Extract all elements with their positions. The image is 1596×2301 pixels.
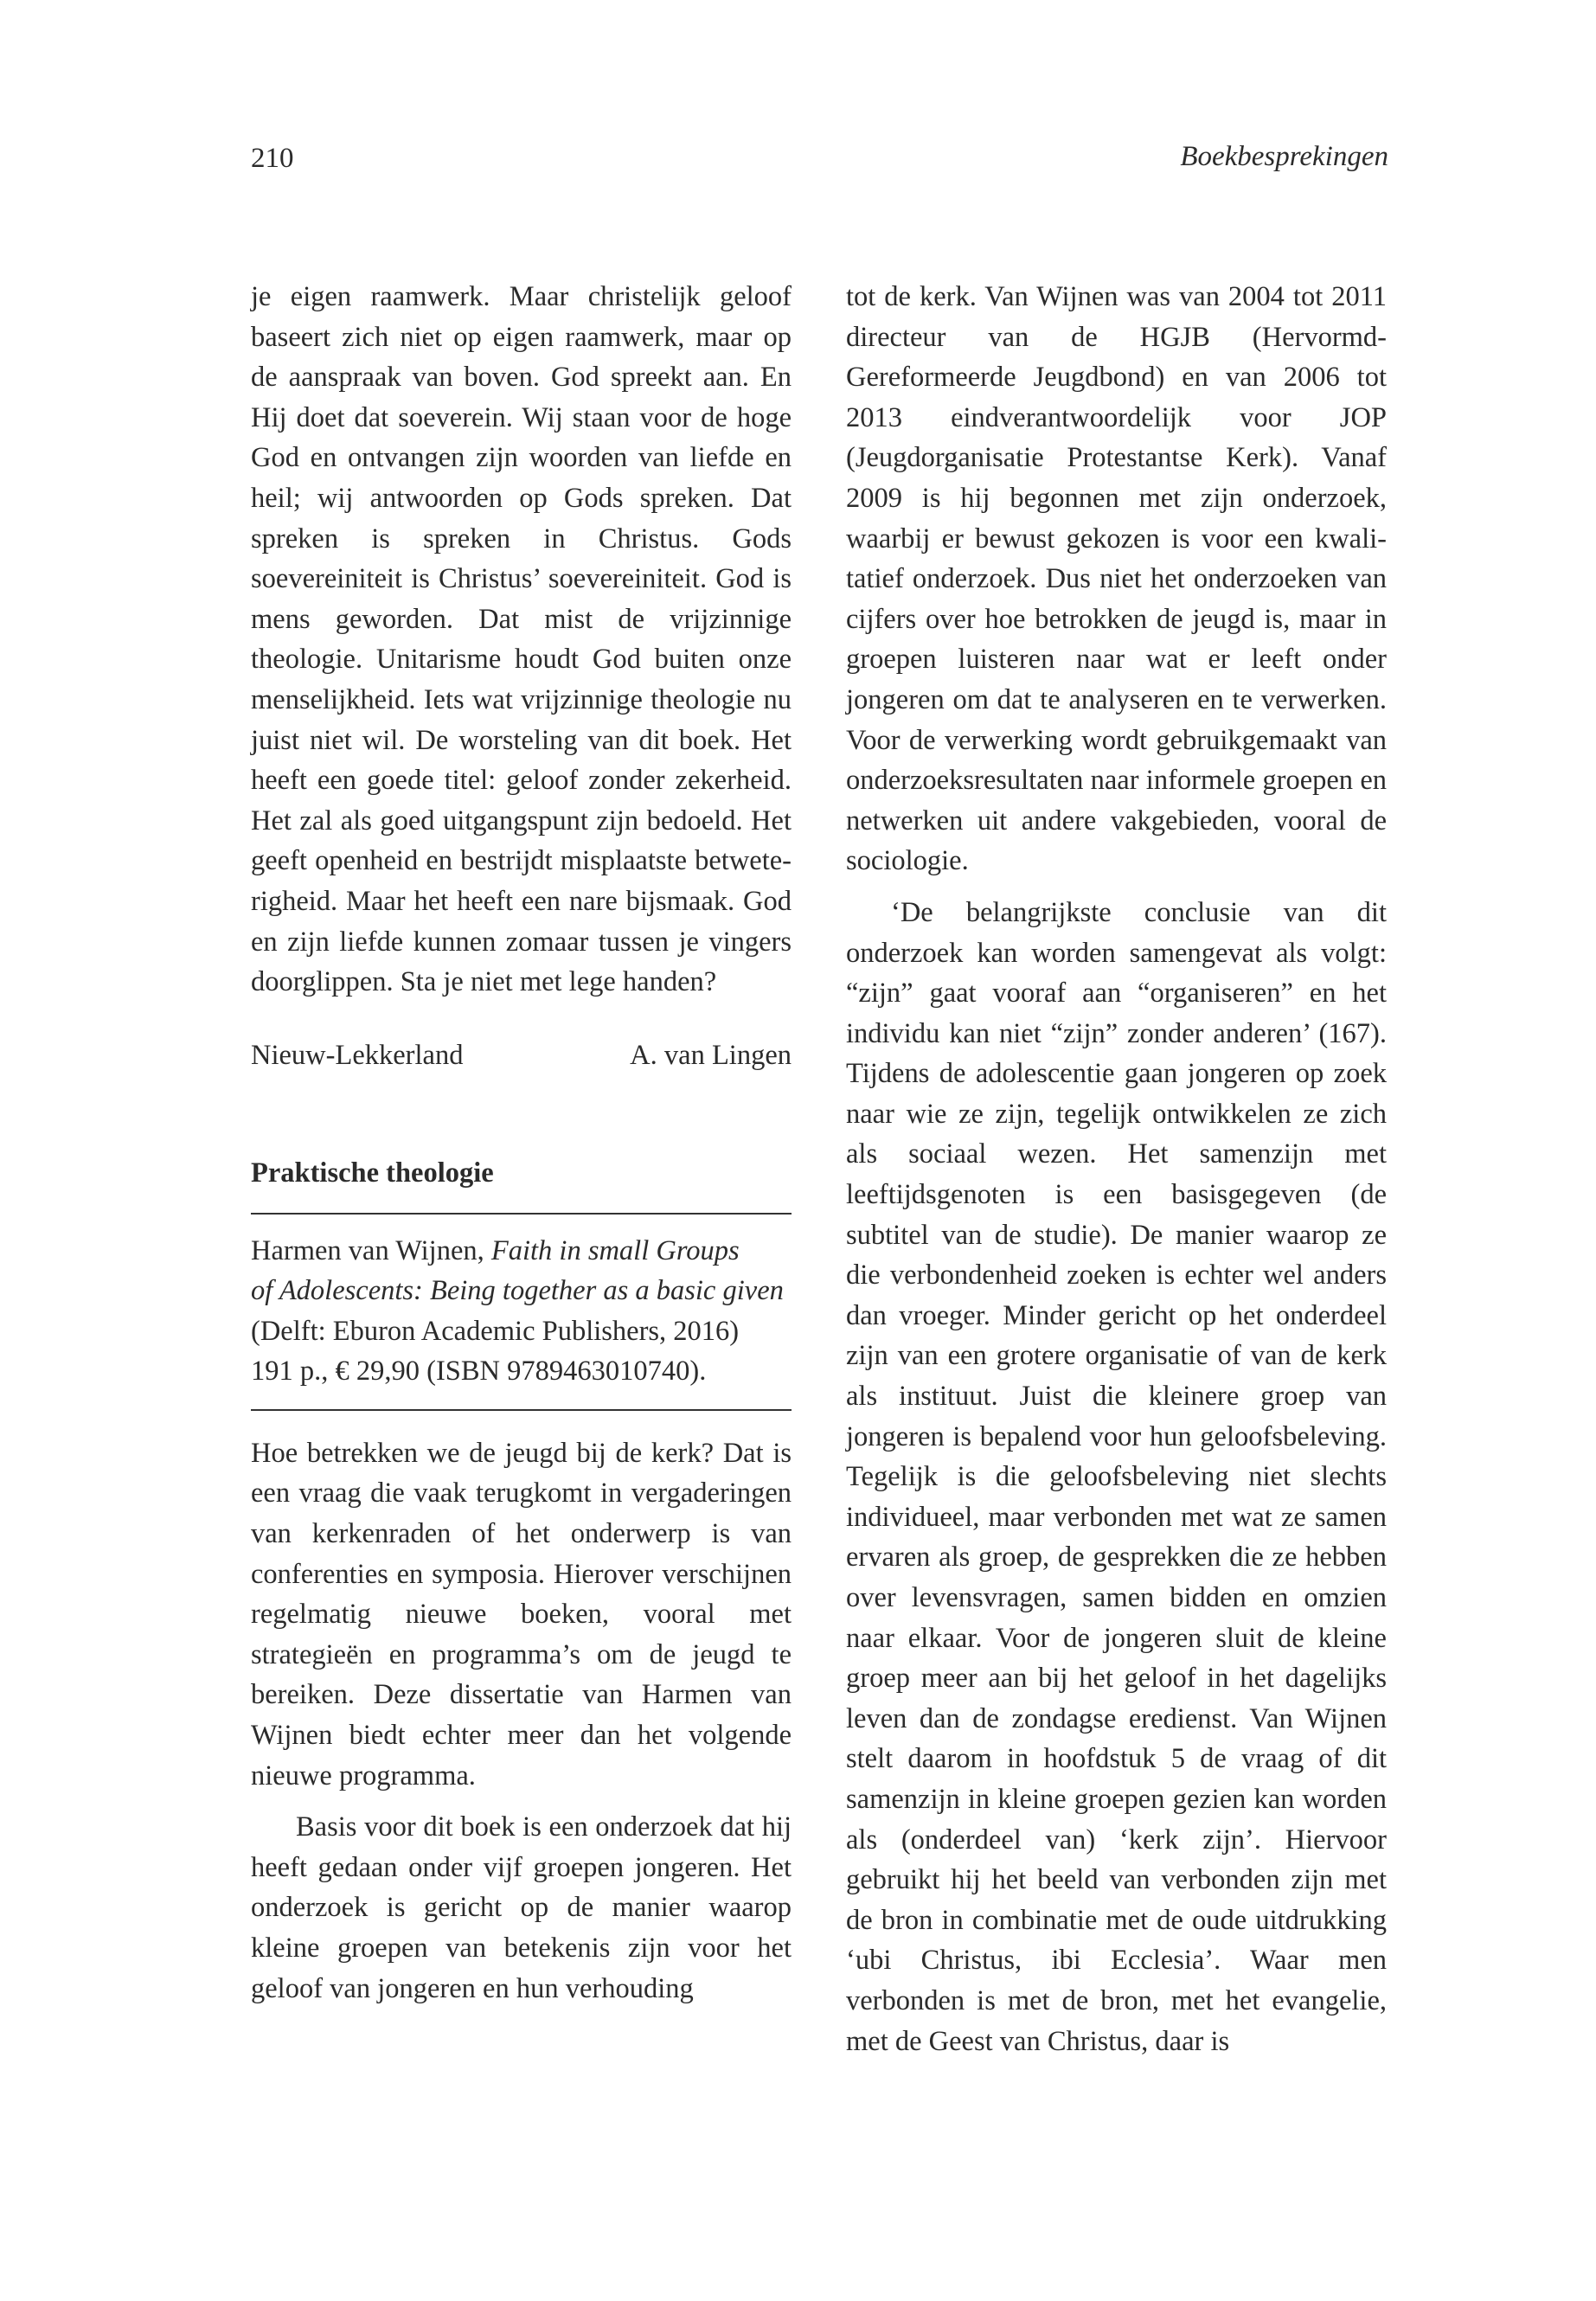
review-paragraph-2: Basis voor dit boek is een onderzoek dat hij heeft gedaan onder vijf groepen jongeren. Het onderzoek is gericht op de manier waarop kleine groepen van betekenis zijn voor het geloof van jongeren en hun verhouding <box>251 1811 792 2004</box>
book-reference <box>251 1231 792 1392</box>
book-details: 191 p., € 29,90 (ISBN 9789463010740). <box>251 1356 707 1388</box>
review-end-paragraph: je eigen raamwerk. Maar christelijk geloof baseert zich niet op eigen raamwerk, maar op de aanspraak van boven. God spreekt aan. En Hij doet dat soeverein. Wij staan voor de hoge God en ontvangen zijn woorden van liefde en heil; wij antwoorden op Gods spreken. Dat spreken is spreken in Christus. Gods soevereiniteit is Christus’ soevereiniteit. God is mens geworden. Dat mist de vrijzinnige theologie. Unitarisme houdt God buiten onze menselijkheid. Iets wat vrijzinnige theologie nu juist niet wil. De worsteling van dit boek. Het heeft een goede titel: geloof zonder zekerheid. Het zal als goed uitgangspunt zijn bedoeld. Het geeft openheid en bestrijdt misplaatste betweterigheid. Maar het heeft een nare bijsmaak. God en zijn liefde kunnen zomaar tussen je vingers doorglippen. Sta je niet met lege handen? <box>251 281 792 998</box>
signature-author: A. van Lingen <box>630 1039 792 1071</box>
review-signature <box>251 1035 792 1076</box>
running-head: Boekbesprekingen <box>1180 141 1388 172</box>
right-column <box>846 277 1387 2061</box>
review-paragraph-4: ‘De belangrijkste conclusie van dit onderzoek kan worden samengevat als volgt: “zijn” gaat vooraf aan “organiseren” en het individu kan niet “zijn” zonder anderen’ (167). Tijdens de adolescentie gaan jongeren op zoek naar wie ze zijn, tegelijk ontwikkelen ze zich als sociaal wezen. Het samenzijn met leeftijdsgenoten is een basisgegeven (de subtitel van de studie). De manier waarop ze die verbondenheid zoeken is echter wel anders dan vroeger. Minder gericht op het onderdeel zijn van een grotere organisatie of van de kerk als instituut. Juist die kleinere groep van jongeren is bepalend voor hun geloofsbeleving. Tegelijk is die geloofsbeleving niet slechts individueel, maar verbonden met wat ze samen ervaren als groep, de gesprekken die ze hebben over levensvragen, samen bidden en omzien naar elkaar. Voor de jongeren sluit de kleine groep meer aan bij het geloof in het dagelijks leven dan de zondagse eredienst. Van Wijnen stelt daarom in hoofdstuk 5 de vraag of dit samenzijn in kleine groepen gezien kan worden als (onderdeel van) ‘kerk zijn’. Hiervoor gebruikt hij het beeld van verbonden zijn met de bron in combinatie met de oude uitdrukking ‘ubi Christus, ibi Ecclesia’. Waar men verbonden is met de bron, met het evangelie, met de Geest van Christus, daar is <box>846 896 1387 2057</box>
review-paragraph-1: Hoe betrekken we de jeugd bij de kerk? Dat is een vraag die vaak terugkomt in vergaderingen van kerkenraden of het onderwerp is van conferenties en symposia. Hierover verschijnen regelmatig nieuwe boeken, vooral met strategieën en programma’s om de jeugd te bereiken. Deze dissertatie van Harmen van Wijnen biedt echter meer dan het volgende nieuwe programma. <box>251 1437 792 1791</box>
book-title-part-2: of Adolescents: Being together as a basic given <box>251 1275 784 1307</box>
review-paragraph-3: tot de kerk. Van Wijnen was van 2004 tot 2011 directeur van de HGJB (Hervormd-Gereformeerde Jeugdbond) en van 2006 tot 2013 eindverantwoordelijk voor JOP (Jeugdorganisatie Protestantse Kerk). Vanaf 2009 is hij begonnen met zijn onderzoek, waarbij er bewust gekozen is voor een kwalitatief onderzoek. Dus niet het onderzoeken van cijfers over hoe betrokken de jeugd is, maar in groepen luisteren naar wat er leeft onder jongeren om dat te analyseren en te verwerken. Voor de verwerking wordt gebruikgemaakt van onderzoeksresultaten naar informele groepen en netwerken uit andere vakgebieden, vooral de sociologie. <box>846 281 1387 877</box>
book-author: Harmen van Wijnen, <box>251 1234 484 1266</box>
book-title-part-1: Faith in small Groups <box>490 1234 740 1266</box>
book-ref-line-1 <box>251 1231 792 1272</box>
book-publisher: (Delft: Eburon Academic Publishers, 2016) <box>251 1315 740 1347</box>
bottom-divider <box>251 1409 792 1411</box>
left-column <box>251 277 792 2009</box>
signature-place: Nieuw-Lekkerland <box>251 1039 464 1071</box>
section-heading: Praktische theologie <box>251 1157 494 1189</box>
top-divider <box>251 1213 792 1215</box>
book-ref-line-2 <box>251 1271 792 1311</box>
page-number: 210 <box>251 143 294 174</box>
